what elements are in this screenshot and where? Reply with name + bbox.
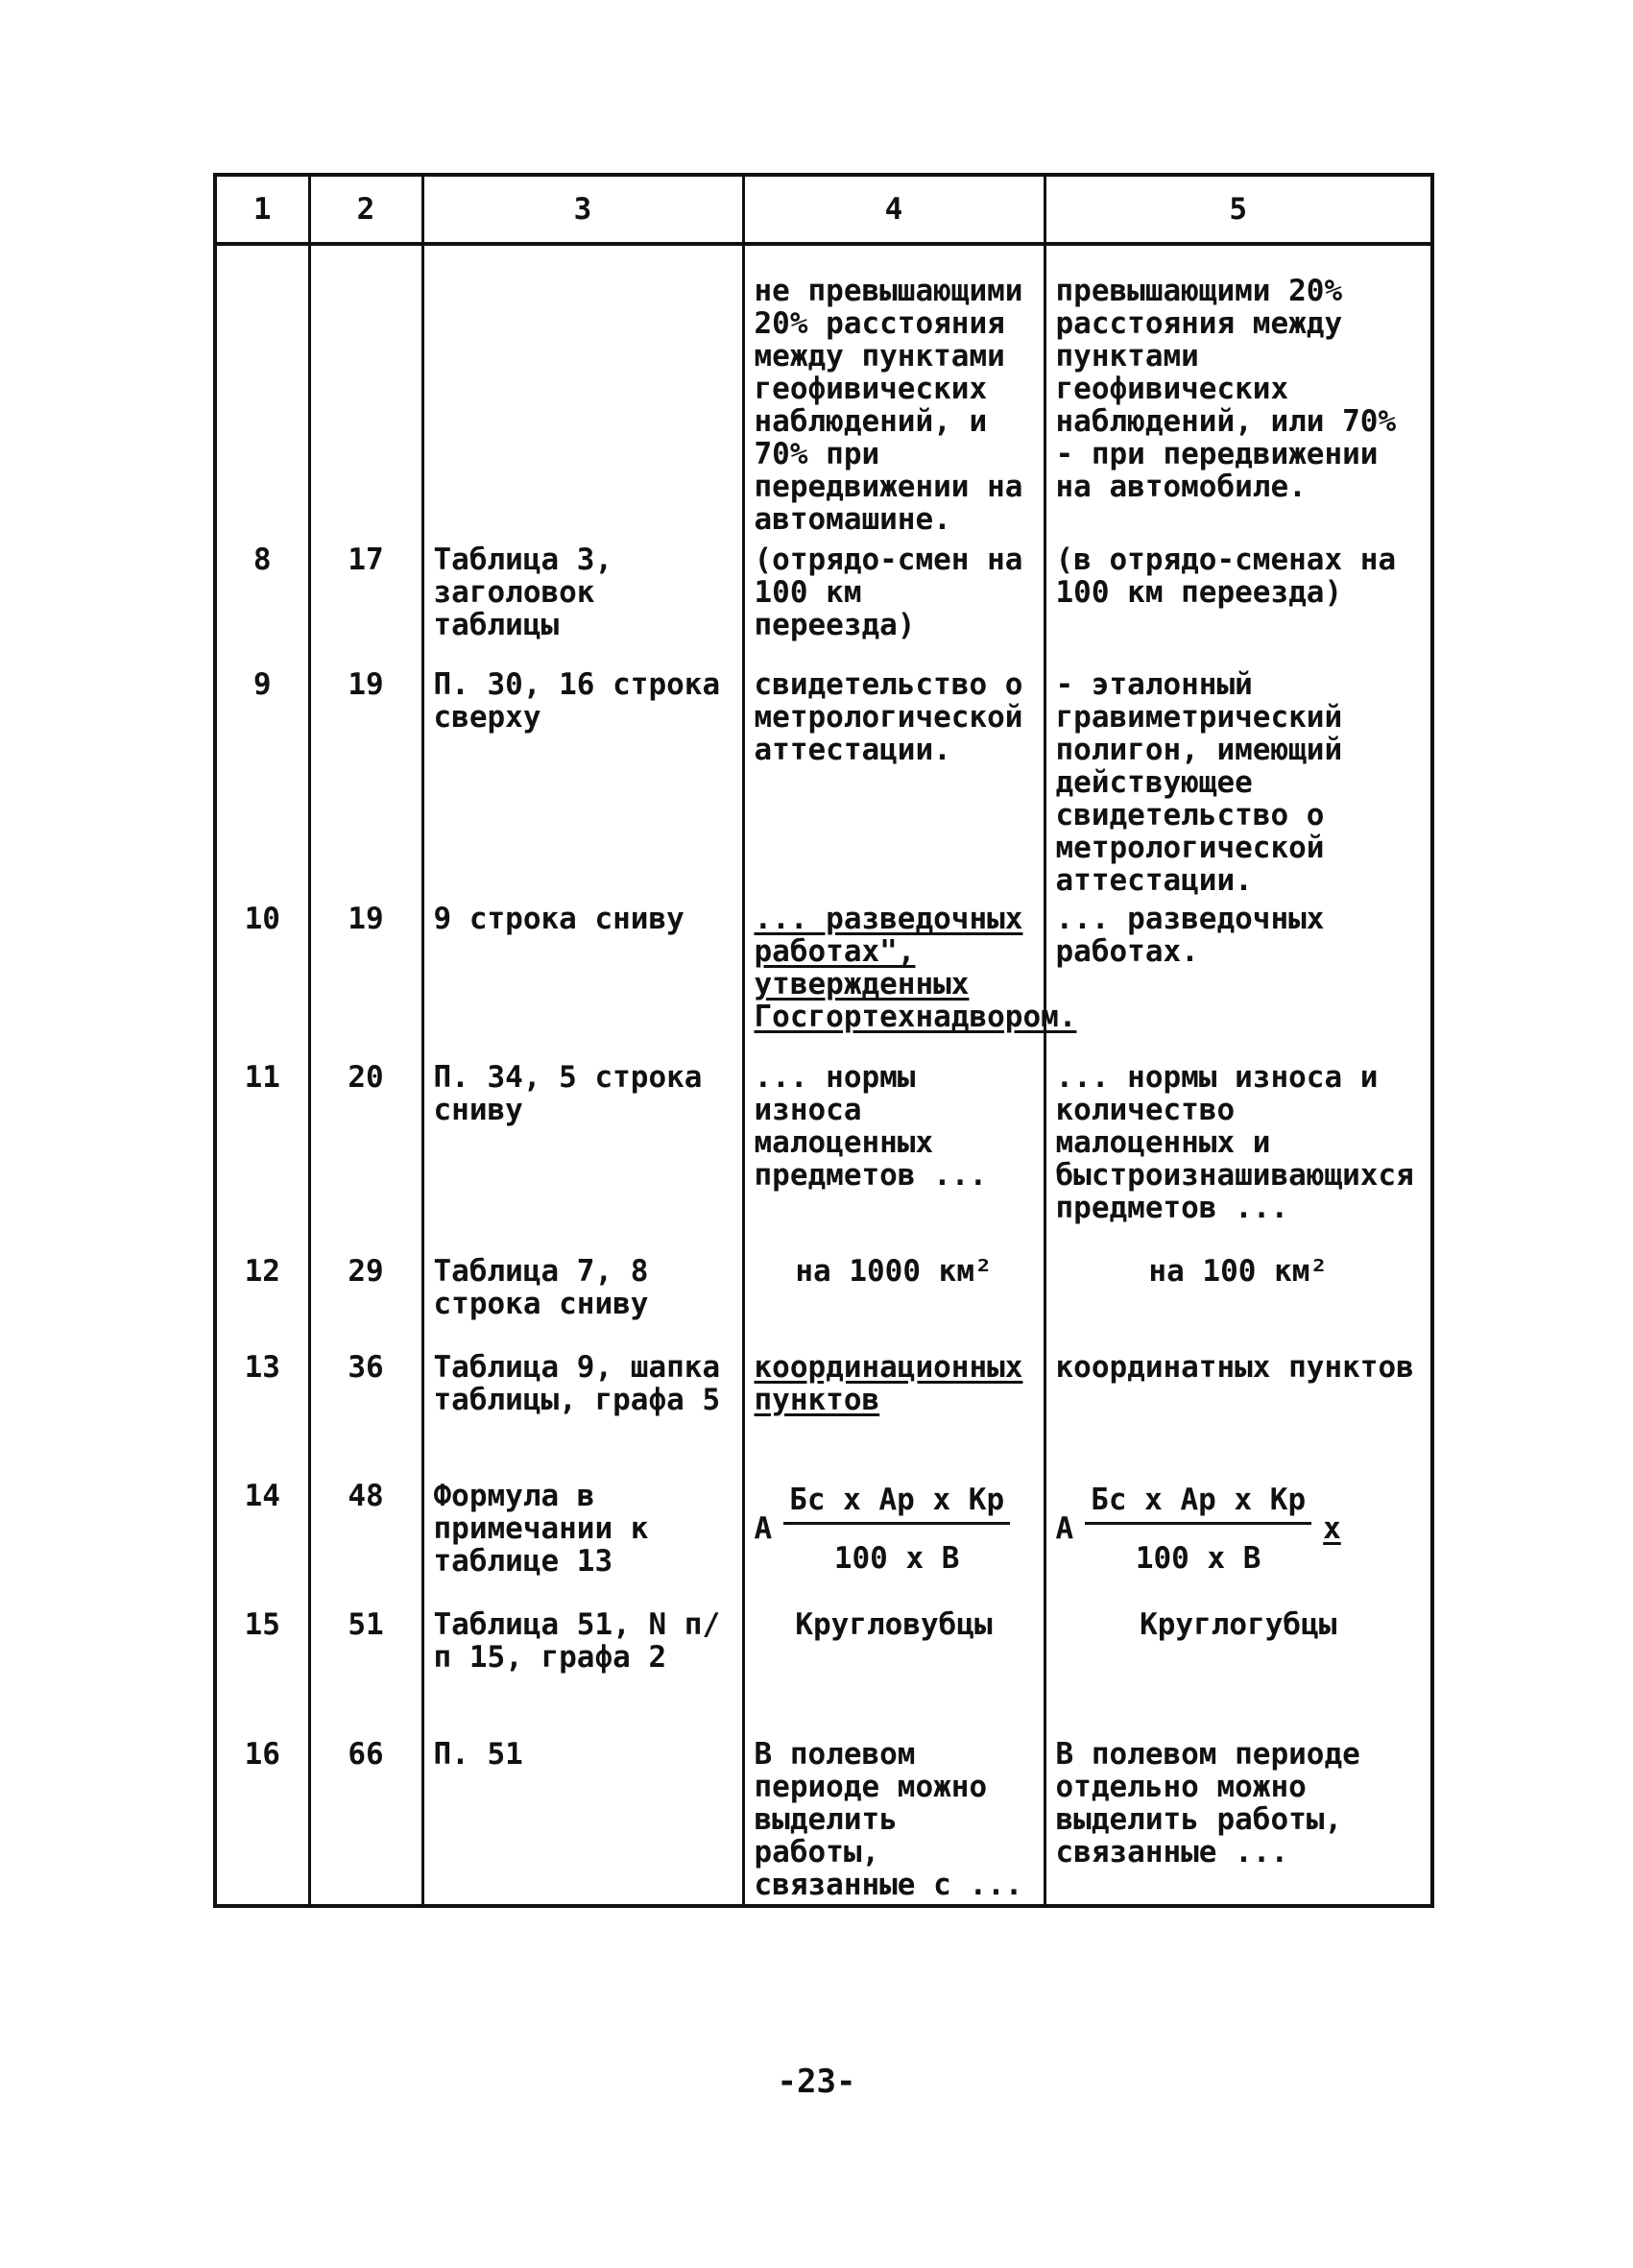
- row-page: 48: [309, 1478, 422, 1606]
- row-printed: координационных пунктов: [743, 1349, 1045, 1478]
- row-printed: В полевом периоде можно выделить работы, связанные с ...: [743, 1736, 1045, 1906]
- row-page: 20: [309, 1059, 422, 1253]
- row-location: Таблица 9, шапка таблицы, графа 5: [422, 1349, 743, 1478]
- table-row: [215, 1059, 1432, 1253]
- table-row: [215, 666, 1432, 901]
- formula-fraction: [1085, 1484, 1311, 1575]
- row-page: 66: [309, 1736, 422, 1906]
- row-number: 16: [215, 1736, 309, 1906]
- table-row-continuation: [215, 244, 1432, 542]
- row-page: 29: [309, 1253, 422, 1349]
- row-correct-formula: [1045, 1478, 1432, 1606]
- row-location: Формула в примечании к таблице 13: [422, 1478, 743, 1606]
- header-col-2: 2: [309, 175, 422, 244]
- header-col-3: 3: [422, 175, 743, 244]
- row-printed: на 1000 км²: [743, 1253, 1045, 1349]
- row-location: 9 строка сниву: [422, 901, 743, 1059]
- continuation-printed: не превышающими 20% расстояния между пунктами геофивических наблюдений, и 70% при передвижении на автомашине.: [743, 244, 1045, 542]
- row-location: Таблица 3, заголовок таблицы: [422, 542, 743, 666]
- formula-denominator: 100 х В: [833, 1540, 960, 1576]
- table-row: [215, 542, 1432, 666]
- row-number: 13: [215, 1349, 309, 1478]
- row-correct: (в отрядо-сменах на 100 км переезда): [1045, 542, 1432, 666]
- continuation-correct: превышающими 20% расстояния между пунктами геофивических наблюдений, или 70% - при передвижении на автомобиле.: [1045, 244, 1432, 542]
- row-number: 8: [215, 542, 309, 666]
- row-printed: (отрядо-смен на 100 км переезда): [743, 542, 1045, 666]
- table-row: [215, 1253, 1432, 1349]
- row-number: 12: [215, 1253, 309, 1349]
- formula-suffix: х: [1323, 1511, 1341, 1547]
- table-row: [215, 1606, 1432, 1735]
- row-location: П. 34, 5 строка сниву: [422, 1059, 743, 1253]
- row-printed: ... разведочных работах", утвержденных Госгортехнадвором.: [743, 901, 1045, 1059]
- row-printed: ... нормы износа малоценных предметов ...: [743, 1059, 1045, 1253]
- formula-fraction: [783, 1484, 1010, 1575]
- table-row: [215, 1736, 1432, 1906]
- table-row: [215, 901, 1432, 1059]
- row-location: Таблица 7, 8 строка сниву: [422, 1253, 743, 1349]
- formula-numerator: Бс х Ар х Кр: [1085, 1484, 1311, 1525]
- table-row: [215, 1478, 1432, 1606]
- row-printed: Кругловубцы: [743, 1606, 1045, 1735]
- row-correct: ... разведочных работах.: [1045, 901, 1432, 1059]
- row-correct: ... нормы износа и количество малоценных и быстроизнашивающихся предметов ...: [1045, 1059, 1432, 1253]
- formula-numerator: Бс х Ар х Кр: [783, 1484, 1010, 1525]
- row-correct: координатных пунктов: [1045, 1349, 1432, 1478]
- errata-table: [213, 173, 1434, 1908]
- formula-printed: [755, 1480, 1034, 1575]
- row-number: 15: [215, 1606, 309, 1735]
- formula-denominator: 100 х В: [1135, 1540, 1261, 1576]
- row-number: 11: [215, 1059, 309, 1253]
- row-correct: - эталонный гравиметрический полигон, имеющий действующее свидетельство о метрологической аттестации.: [1045, 666, 1432, 901]
- row-number: 9: [215, 666, 309, 901]
- row-correct: В полевом периоде отдельно можно выделить работы, связанные ...: [1045, 1736, 1432, 1906]
- table-row: [215, 1349, 1432, 1478]
- row-number: 14: [215, 1478, 309, 1606]
- row-location: П. 51: [422, 1736, 743, 1906]
- row-page: 17: [309, 542, 422, 666]
- formula-correct: [1056, 1480, 1422, 1575]
- row-printed-formula: [743, 1478, 1045, 1606]
- row-location: Таблица 51, N п/п 15, графа 2: [422, 1606, 743, 1735]
- row-page: 19: [309, 666, 422, 901]
- row-number: 10: [215, 901, 309, 1059]
- row-correct: на 100 км²: [1045, 1253, 1432, 1349]
- row-correct: Круглогубцы: [1045, 1606, 1432, 1735]
- row-page: 51: [309, 1606, 422, 1735]
- page-number: -23-: [777, 2063, 856, 2101]
- header-col-1: 1: [215, 175, 309, 244]
- row-printed: свидетельство о метрологической аттестации.: [743, 666, 1045, 901]
- row-page: 19: [309, 901, 422, 1059]
- header-col-5: 5: [1045, 175, 1432, 244]
- formula-prefix: А: [1055, 1511, 1074, 1547]
- row-location: П. 30, 16 строка сверху: [422, 666, 743, 901]
- header-col-4: 4: [743, 175, 1045, 244]
- header-row: [215, 175, 1432, 244]
- formula-prefix: А: [754, 1511, 773, 1547]
- row-page: 36: [309, 1349, 422, 1478]
